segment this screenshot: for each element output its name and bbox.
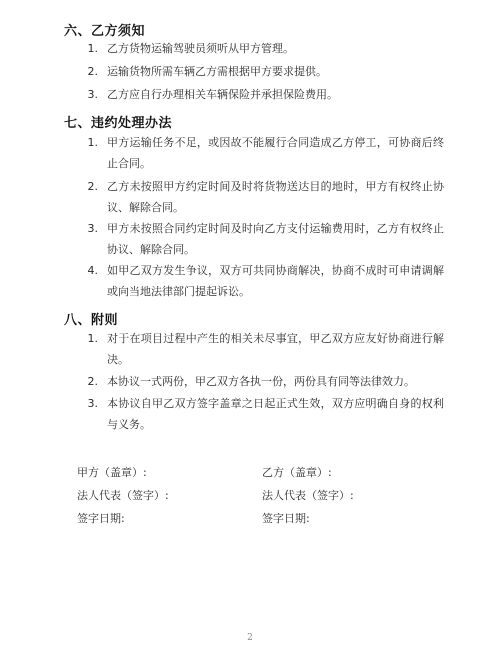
party-b-rep-label: 法人代表（签字）: [262,489,354,502]
item-number: 1. [87,136,98,149]
item-text: 乙方未按照甲方约定时间及时将货物送达目的地时，甲方有权终止协议、解除合同。 [107,180,444,214]
list-item [84,132,444,174]
item-text: 本协议自甲乙双方签字盖章之日起正式生效，双方应明确自身的权利与义务。 [107,397,444,431]
item-text: 甲方运输任务不足，或因故不能履行合同造成乙方停工，可协商后终止合同。 [107,136,444,170]
section-title-7: 七、违约处理办法 [64,116,173,131]
item-number: 2. [87,180,98,193]
section-title-8: 八、附则 [64,313,119,328]
item-text: 甲方未按照合同约定时间及时向乙方支付运输费用时，乙方有权终止协议、解除合同。 [107,222,444,256]
item-number: 1. [87,42,98,55]
list-item [84,61,444,82]
list-item [84,38,444,59]
party-b-date-label: 签字日期: [262,512,310,525]
item-number: 3. [87,397,98,410]
item-number: 2. [87,65,98,78]
party-b-seal-label: 乙方（盖章）: [262,466,332,479]
party-a-rep-label: 法人代表（签字）: [77,489,169,502]
list-item [84,176,444,218]
section-title-6: 六、乙方须知 [64,24,146,39]
item-number: 2. [87,375,98,388]
item-text: 本协议一式两份，甲乙双方各执一份，两份具有同等法律效力。 [107,375,415,388]
list-item [84,328,444,370]
item-number: 4. [87,264,98,277]
item-text: 如甲乙双方发生争议，双方可共同协商解决，协商不成时可申请调解或向当地法律部门提起诉讼。 [107,264,444,298]
item-number: 3. [87,222,98,235]
item-number: 1. [87,332,98,345]
list-item [84,260,444,302]
item-text: 运输货物所需车辆乙方需根据甲方要求提供。 [107,65,327,78]
page-number: 2 [247,633,253,643]
item-number: 3. [87,88,98,101]
list-item [84,393,444,435]
item-text: 对于在项目过程中产生的相关未尽事宜，甲乙双方应友好协商进行解决。 [107,332,444,366]
list-item [84,371,444,392]
item-text: 乙方应自行办理相关车辆保险并承担保险费用。 [107,88,338,101]
party-a-date-label: 签字日期: [77,512,125,525]
list-item [84,84,444,105]
item-text: 乙方货物运输驾驶员须听从甲方管理。 [107,42,294,55]
list-item [84,218,444,260]
party-a-seal-label: 甲方（盖章）: [77,466,147,479]
